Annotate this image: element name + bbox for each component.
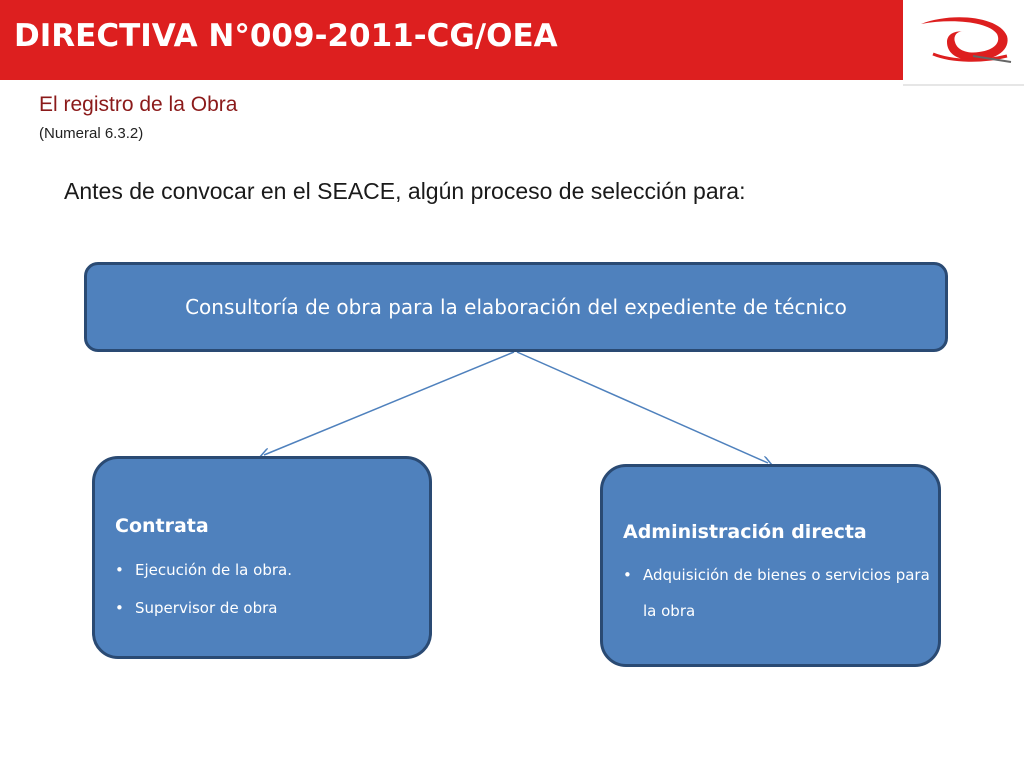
list-item bbox=[115, 589, 429, 627]
connector-arrow-right bbox=[517, 352, 768, 463]
branch-items bbox=[623, 557, 938, 629]
intro-text: Antes de convocar en el SEACE, algún proceso de selección para: bbox=[64, 178, 746, 204]
bullet-icon: • bbox=[623, 566, 632, 584]
branch-items bbox=[115, 551, 429, 627]
branch-node-contrata bbox=[92, 456, 432, 659]
branch-heading: Administración directa bbox=[623, 521, 867, 543]
list-item-text: Ejecución de la obra. bbox=[135, 561, 292, 579]
branch-node-administracion-directa bbox=[600, 464, 941, 667]
root-node bbox=[84, 262, 948, 352]
connector-arrow-left bbox=[264, 352, 514, 455]
list-item-text: Adquisición de bienes o servicios para la obra bbox=[643, 566, 930, 620]
list-item-text: Supervisor de obra bbox=[135, 599, 278, 617]
list-item bbox=[115, 551, 429, 589]
list-item bbox=[623, 557, 933, 629]
bullet-icon: • bbox=[115, 561, 124, 579]
section-title: El registro de la Obra bbox=[39, 93, 238, 116]
root-node-label: Consultoría de obra para la elaboración del expediente de técnico bbox=[185, 295, 847, 319]
page-title: DIRECTIVA N°009-2011-CG/OEA bbox=[14, 18, 558, 54]
branch-heading: Contrata bbox=[115, 515, 209, 537]
section-numeral: (Numeral 6.3.2) bbox=[39, 125, 144, 142]
bullet-icon: • bbox=[115, 599, 124, 617]
